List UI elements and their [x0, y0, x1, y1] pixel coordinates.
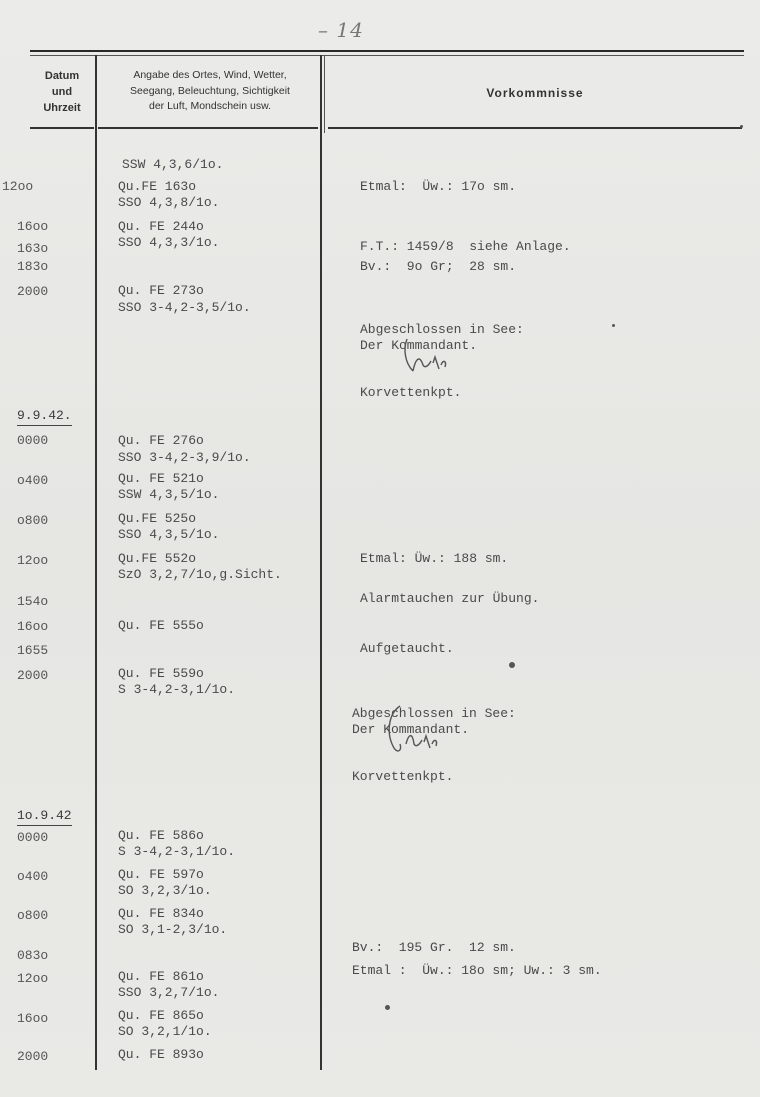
time-cell: 0000 [17, 830, 49, 845]
closing-line-1: Abgeschlossen in See: [352, 706, 516, 721]
header-place-column [102, 68, 318, 115]
date-heading: 9.9.42. [17, 408, 72, 426]
signature-mark [380, 700, 450, 770]
event-cell: Etmal: Üw.: 17o sm. [360, 179, 517, 194]
column-divider-1 [95, 55, 97, 1070]
header-date-column [32, 68, 92, 116]
top-rule-thin [30, 55, 744, 56]
paper-speck [612, 324, 615, 327]
position-cell: Qu.FE 525o [118, 511, 197, 526]
weather-cell: SSW 4,3,6/1o. [122, 157, 224, 172]
header-rule-place [98, 127, 318, 129]
time-cell: 2000 [17, 668, 49, 683]
position-cell: Qu. FE 861o [118, 969, 204, 984]
position-cell: Qu. FE 865o [118, 1008, 204, 1023]
time-cell: 1655 [17, 643, 49, 658]
weather-cell: SSO 3-4,2-3,9/1o. [118, 450, 251, 465]
event-cell: Bv.: 9o Gr; 28 sm. [360, 259, 517, 274]
signature-mark [395, 335, 455, 380]
weather-cell: SzO 3,2,7/1o,g.Sicht. [118, 567, 282, 582]
header-rule-events [328, 127, 742, 129]
weather-cell: SSO 4,3,3/1o. [118, 235, 220, 250]
position-cell: Qu. FE 273o [118, 283, 204, 298]
time-cell: 163o [17, 241, 49, 256]
time-cell: o400 [17, 869, 49, 884]
position-cell: Qu. FE 559o [118, 666, 204, 681]
header-place-line-2: Seegang, Beleuchtung, Sichtigkeit [130, 84, 290, 97]
weather-cell: SSO 4,3,8/1o. [118, 195, 220, 210]
time-cell: o800 [17, 513, 49, 528]
position-cell: Qu. FE 834o [118, 906, 204, 921]
position-cell: Qu.FE 163o [118, 179, 197, 194]
time-cell: 083o [17, 948, 49, 963]
weather-cell: SO 3,2,3/1o. [118, 883, 212, 898]
time-cell: 183o [17, 259, 49, 274]
weather-cell: SO 3,2,1/1o. [118, 1024, 212, 1039]
weather-cell: S 3-4,2-3,1/1o. [118, 844, 236, 859]
time-cell: 16oo [17, 1011, 49, 1026]
position-cell: Qu. FE 521o [118, 471, 204, 486]
time-cell: 16oo [17, 619, 49, 634]
weather-cell: SO 3,1-2,3/1o. [118, 922, 228, 937]
closing-line-2: Der Kommandant. [352, 722, 470, 737]
position-cell: Qu. FE 276o [118, 433, 204, 448]
time-cell: 16oo [17, 219, 49, 234]
time-cell: 2000 [17, 1049, 49, 1064]
column-divider-2 [320, 55, 322, 1070]
event-cell: Alarmtauchen zur Übung. [360, 591, 540, 606]
position-cell: Qu. FE 893o [118, 1047, 204, 1062]
header-place-line-1: Angabe des Ortes, Wind, Wetter, [133, 69, 287, 81]
time-cell: 12oo [17, 971, 49, 986]
header-rule-date [30, 127, 94, 129]
weather-cell: S 3-4,2-3,1/1o. [118, 682, 236, 697]
date-heading: 1o.9.42 [17, 808, 72, 826]
weather-cell: SSO 3-4,2-3,5/1o. [118, 300, 251, 315]
weather-cell: SSO 3,2,7/1o. [118, 985, 220, 1000]
event-cell: Bv.: 195 Gr. 12 sm. [352, 940, 516, 955]
position-cell: Qu. FE 555o [118, 618, 204, 633]
position-cell: Qu. FE 586o [118, 828, 204, 843]
time-cell: 12oo [17, 553, 49, 568]
paper-speck [385, 1005, 390, 1010]
closing-line-2: Der Kommandant. [360, 338, 478, 353]
top-rule [30, 50, 744, 52]
header-und-label: und [51, 86, 73, 98]
position-cell: Qu. FE 244o [118, 219, 204, 234]
event-cell: Etmal : Üw.: 18o sm; Uw.: 3 sm. [352, 963, 602, 978]
time-cell: 0000 [17, 433, 49, 448]
page-number: – 14 [318, 18, 364, 42]
time-cell: 12oo [2, 179, 34, 194]
paper-speck [740, 125, 743, 128]
closing-rank: Korvettenkpt. [352, 769, 454, 784]
weather-cell: SSO 4,3,5/1o. [118, 527, 220, 542]
position-cell: Qu.FE 552o [118, 551, 197, 566]
header-events-column: Vorkommnisse [486, 86, 584, 100]
time-cell: 2000 [17, 284, 49, 299]
time-cell: o800 [17, 908, 49, 923]
event-cell: Etmal: Üw.: 188 sm. [360, 551, 509, 566]
time-cell: o400 [17, 473, 49, 488]
header-date-label: Datum [44, 70, 80, 82]
column-divider-3 [324, 55, 325, 133]
closing-rank: Korvettenkpt. [360, 385, 462, 400]
event-cell: Aufgetaucht. [360, 641, 454, 656]
time-cell: 154o [17, 594, 49, 609]
weather-cell: SSW 4,3,5/1o. [118, 487, 220, 502]
header-time-label: Uhrzeit [43, 102, 81, 114]
position-cell: Qu. FE 597o [118, 867, 204, 882]
closing-line-1: Abgeschlossen in See: [360, 322, 524, 337]
paper-speck [509, 662, 515, 668]
header-place-line-3: der Luft, Mondschein usw. [149, 100, 271, 112]
event-cell: F.T.: 1459/8 siehe Anlage. [360, 239, 571, 254]
